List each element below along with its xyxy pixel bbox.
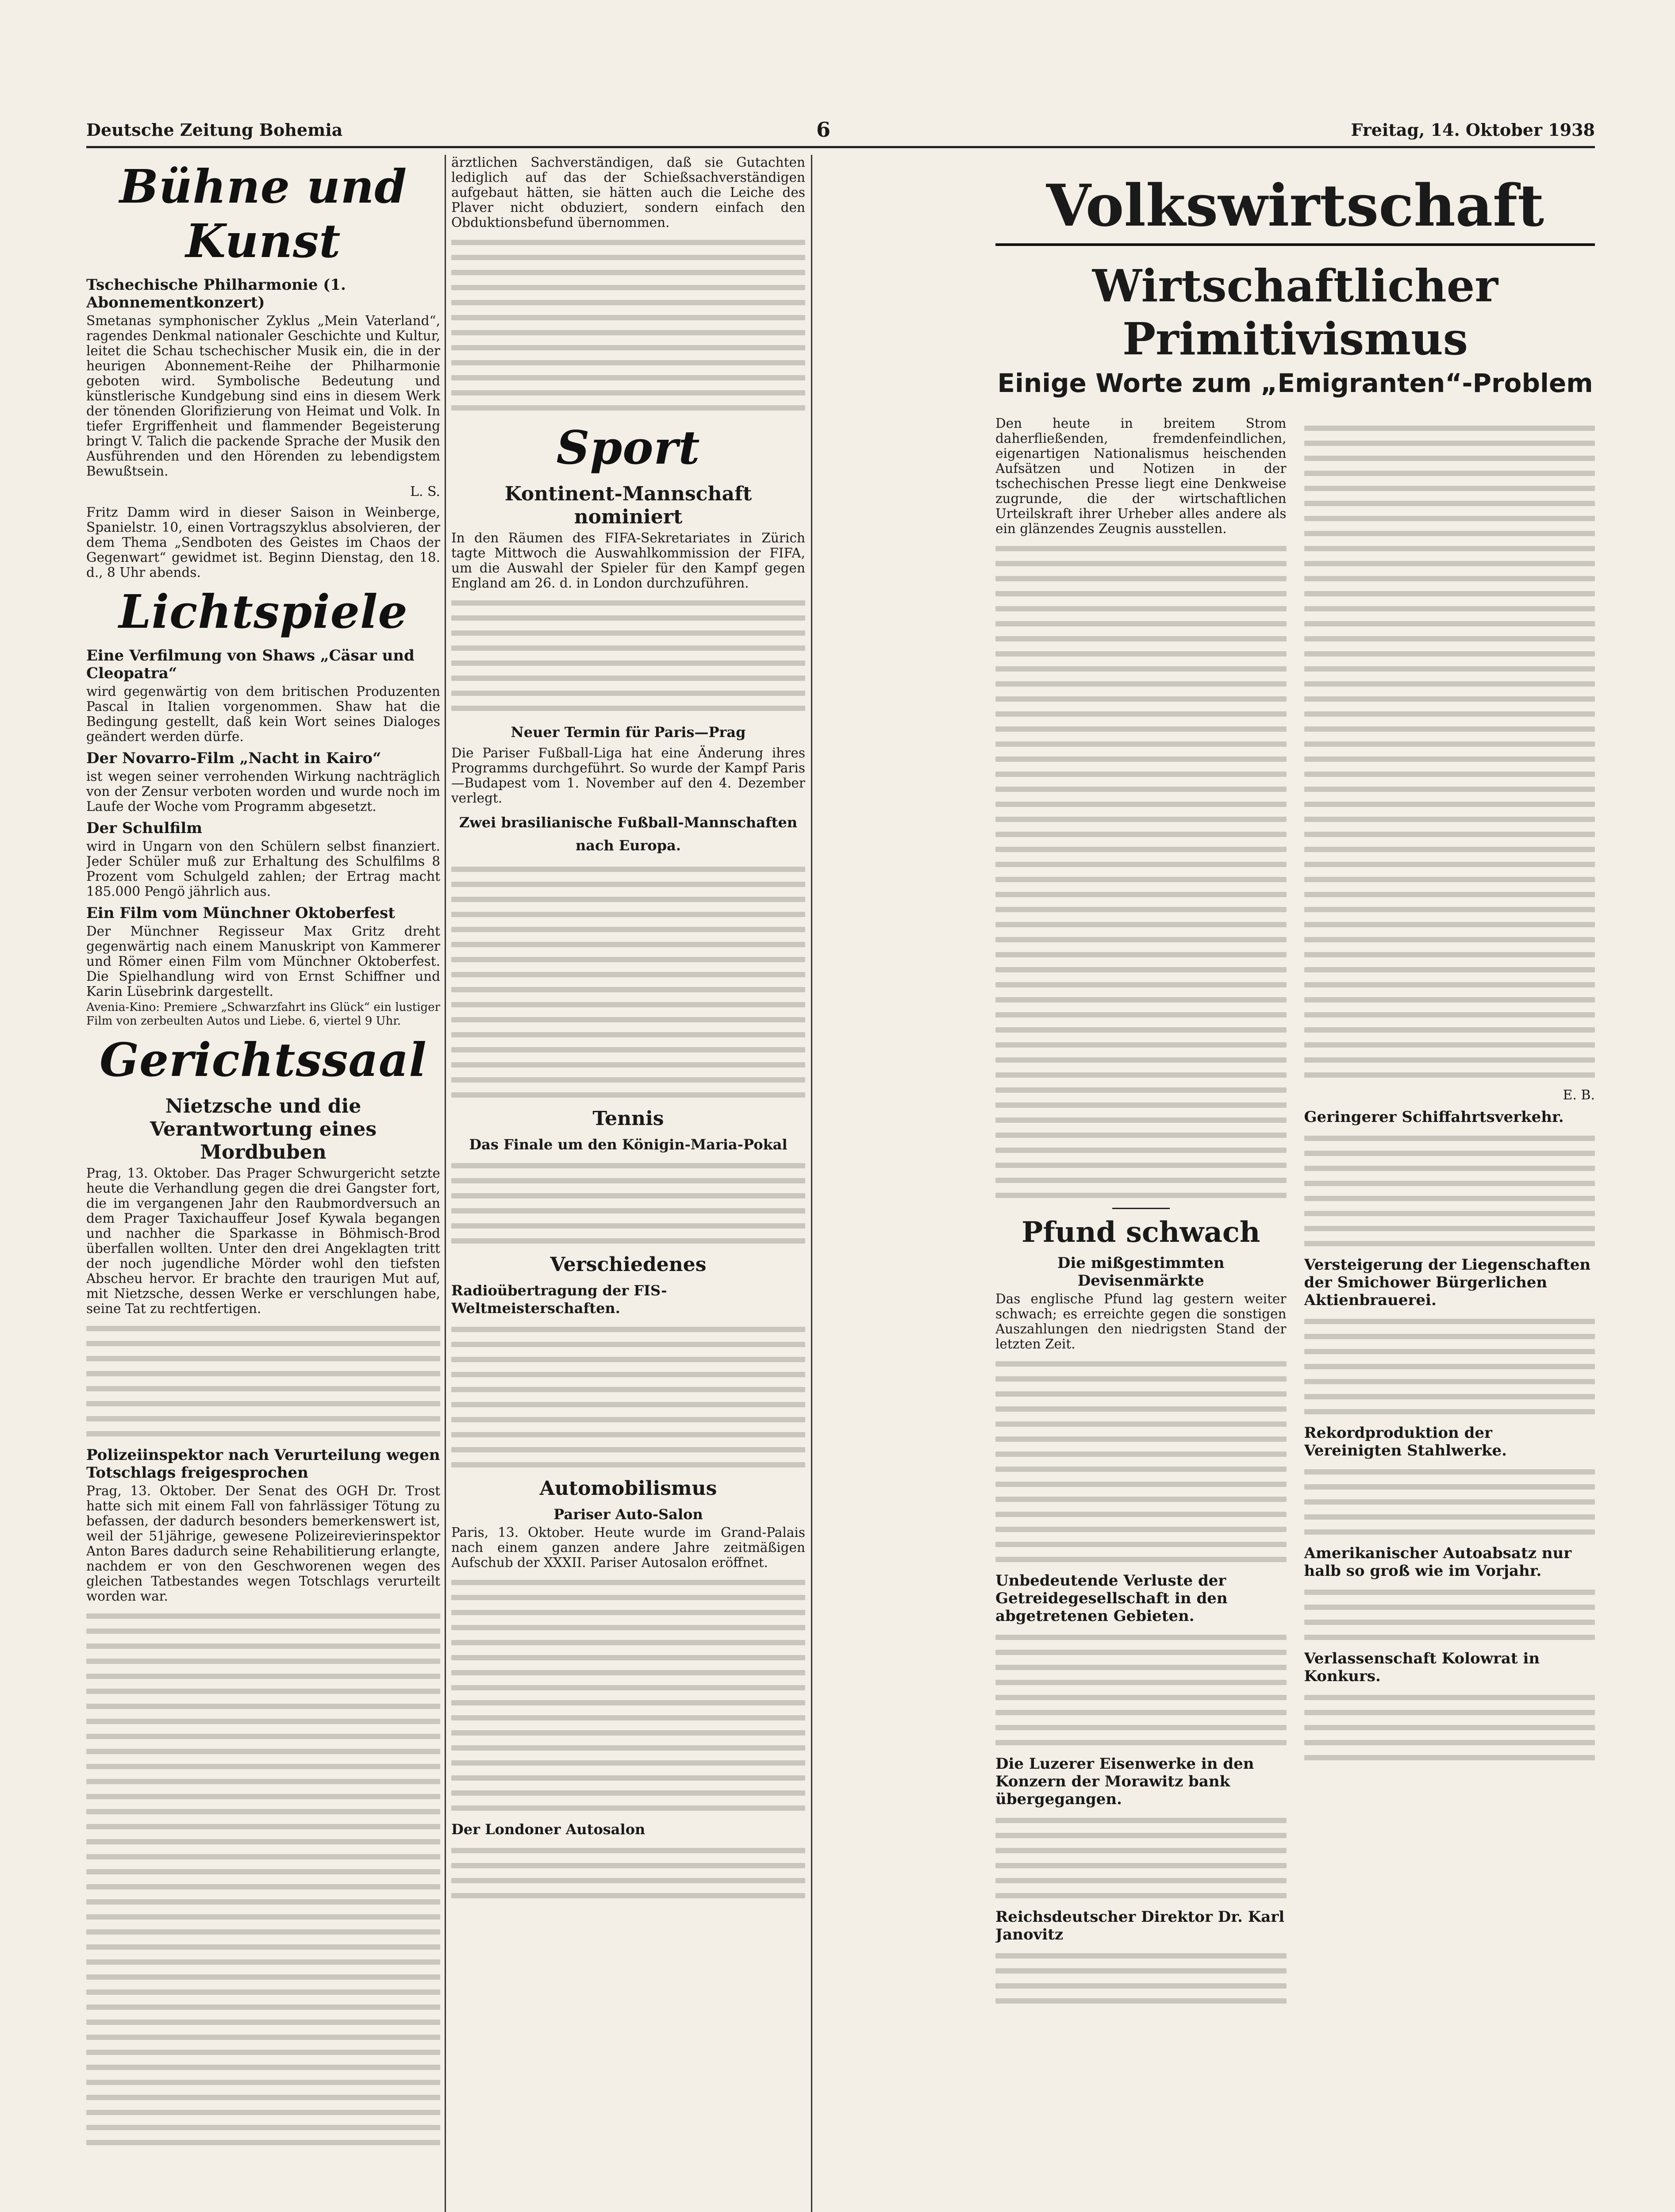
continued-text (451, 1163, 805, 1244)
continued-text (1304, 1136, 1595, 1246)
article-head: Amerikanischer Autoabsatz nur halb so groß wie im Vorjahr. (1304, 1544, 1572, 1580)
continued-text (995, 546, 1287, 1198)
article-text: Prag, 13. Oktober. Der Senat des OGH Dr. Trost hatte sich mit einem Fall von fahrlässiger Tötung zu befassen, der dadurch besonders bemerkenswert ist, weil der 51jährige, gewesene Polizeirevierinspektor Anton Bares dadurch seine Rehabilitierung erlangte, nachdem er von den Geschworenen wegen des gleichen Tatbestandes wegen Totschlags verurteilt worden war. (86, 1483, 440, 1604)
page-header (86, 111, 1595, 148)
continued-text (451, 867, 805, 1098)
article-head: Tschechische Philharmonie (1. Abonnementkonzert) (86, 276, 346, 311)
article-head: Der Londoner Autosalon (451, 1821, 645, 1838)
section-title-tennis: Tennis (592, 1107, 664, 1130)
article-head: Pariser Auto-Salon (553, 1506, 703, 1523)
section-title-automobilismus: Automobilismus (539, 1477, 717, 1500)
article-text: Der Münchner Regisseur Max Gritz dreht gegenwärtig nach einem Manuskript von Kammerer und Römer einen Film vom Münchner Oktoberfest. Die Spielhandlung wird von Ernst Schiffner und Karin Lüsebrink dargestellt. (86, 924, 440, 999)
article-head: Die Luzerer Eisenwerke in den Konzern der Morawitz bank übergegangen. (995, 1755, 1254, 1808)
article-text: wird in Ungarn von den Schülern selbst finanziert. Jeder Schüler muß zur Erhaltung des Schulfilms 8 Prozent vom Schulgeld zahlen; der Ertrag macht 185.000 Pengö jährlich aus. (86, 839, 440, 899)
article-signature: E. B. (1563, 1087, 1595, 1103)
title-rule (995, 243, 1595, 246)
article-signature: L. S. (410, 484, 440, 499)
article-head: Polizeiinspektor nach Verurteilung wegen Totschlags freigesprochen (86, 1446, 440, 1482)
continued-text (1304, 1590, 1595, 1640)
continued-text (995, 1361, 1287, 1562)
article-head: Der Novarro-Film „Nacht in Kairo“ (86, 749, 381, 767)
article-separator (1112, 1208, 1170, 1209)
article-head: Geringerer Schiffahrtsverkehr. (1304, 1108, 1564, 1126)
continued-text (451, 600, 805, 711)
article-text: ärztlichen Sachverständigen, daß sie Gutachten lediglich auf das der Schießsachverständigen aufgebaut hätten, sie hätten auch die Leiche des Plaver nicht obduziert, sondern einfach den Obduktionsbefund übernommen. (451, 155, 805, 230)
column-sport (451, 155, 805, 2212)
article-head: Ein Film vom Münchner Oktoberfest (86, 904, 395, 922)
article-text: Paris, 13. Oktober. Heute wurde im Grand-Palais nach einem ganzen andere Jahre zeitmäßigen Aufschub der XXXII. Pariser Autosalon eröffnet. (451, 1525, 805, 1570)
section-title-lichtspiele: Lichtspiele (119, 584, 408, 639)
article-head: Kontinent-Mannschaft nominiert (504, 483, 752, 528)
article-head: Reichsdeutscher Direktor Dr. Karl Janovitz (995, 1908, 1285, 1943)
article-head: Zwei brasilianische Fußball-Mannschaften nach Europa. (459, 814, 798, 854)
article-column-left (995, 416, 1287, 2013)
article-head: Unbedeutende Verluste der Getreidegesellschaft in den abgetretenen Gebieten. (995, 1572, 1228, 1625)
continued-text (86, 1326, 440, 1436)
section-title-volkswirtschaft: Volkswirtschaft (1046, 172, 1544, 239)
article-text: Prag, 13. Oktober. Das Prager Schwurgericht setzte heute die Verhandlung gegen die drei Gangster fort, die im vergangenen Jahr den Raubmordversuch an dem Prager Taxichauffeur Josef Kywala begangen und nachher die Sparkasse in Böhmisch-Brod überfallen wollten. Unter den drei Angeklagten tritt der noch jugendliche Mörder wohl den tiefsten Abscheu hervor. Er brachte den traurigen Mut auf, mit Nietzsche, dessen Werke er verschlungen habe, seine Tat zu rechtfertigen. (86, 1166, 440, 1316)
article-head: Der Schulfilm (86, 819, 203, 837)
article-head: Radioübertragung der FIS-Weltmeisterschaften. (451, 1282, 667, 1317)
continued-text (995, 1953, 1287, 2004)
section-title-verschiedenes: Verschiedenes (550, 1253, 707, 1276)
continued-text (451, 1580, 805, 1811)
article-title: Wirtschaftlicher Primitivismus (1092, 260, 1498, 365)
continued-text (1304, 1319, 1595, 1414)
article-head: Eine Verfilmung von Shaws „Cäsar und Cleopatra“ (86, 647, 415, 682)
continued-text (995, 1635, 1287, 1745)
article-head: Rekordproduktion der Vereinigten Stahlwerke. (1304, 1424, 1507, 1459)
article-head: Versteigerung der Liegenschaften der Smichower Bürgerlichen Aktienbrauerei. (1304, 1256, 1591, 1309)
article-head: Das Finale um den Königin-Maria-Pokal (469, 1136, 788, 1153)
continued-text (451, 1848, 805, 1898)
article-head: Verlassenschaft Kolowrat in Konkurs. (1304, 1650, 1540, 1685)
section-title-buehne: Bühne und Kunst (119, 159, 407, 268)
article-head: Pfund schwach (1022, 1216, 1260, 1249)
article-text: wird gegenwärtig von dem britischen Produzenten Pascal in Italien vorgenommen. Shaw hat die Bedingung gestellt, daß kein Wort seines Dialoges geändert werden dürfe. (86, 684, 440, 744)
article-text: Fritz Damm wird in dieser Saison in Weinberge, Spanielstr. 10, einen Vortragszyklus absolvieren, der dem Thema „Sendboten des Geistes im Chaos der Gegenwart“ gewidmet ist. Beginn Dienstag, den 18. d., 8 Uhr abends. (86, 505, 440, 580)
article-text: Smetanas symphonischer Zyklus „Mein Vaterland“, ragendes Denkmal nationaler Geschichte und Kultur, leitet die Schau tschechischer Musik ein, die in der heurigen Abonnement-Reihe der Philharmonie geboten wird. Symbolische Bedeutung und künstlerische Kundgebung sind eins in diesem Werk der tönenden Glorifizierung von Heimat und Volk. In tiefer Ergriffenheit und flammender Begeisterung bringt V. Talich die packende Sprache der Musik den Ausführenden und den Hörenden zu lebendigstem Bewußtsein. (86, 313, 440, 479)
continued-text (1304, 426, 1595, 1078)
article-text: Das englische Pfund lag gestern weiter schwach; es erreichte gegen die sonstigen Auszahlungen den niedrigsten Stand der letzten Zeit. (995, 1291, 1287, 1352)
cinema-notice: Avenia-Kino: Premiere „Schwarzfahrt ins Glück“ ein lustiger Film von zerbeulten Autos und Liebe. 6, viertel 9 Uhr. (86, 1001, 440, 1028)
article-subhead: Die mißgestimmten Devisenmärkte (1057, 1254, 1225, 1290)
article-text: Die Pariser Fußball-Liga hat eine Änderung ihres Programms durchgeführt. So wurde der Kampf Paris—Budapest vom 1. November auf den 4. Dezember verlegt. (451, 745, 805, 806)
continued-text (451, 240, 805, 411)
column-rule (811, 155, 812, 2212)
article-text: ist wegen seiner verrohenden Wirkung nachträglich von der Zensur verboten worden und wurde noch im Laufe der Woche vom Programm abgesetzt. (86, 769, 440, 814)
section-title-gerichtssaal: Gerichtssaal (100, 1033, 427, 1087)
article-head: Neuer Termin für Paris—Prag (511, 724, 746, 741)
continued-text (1304, 1695, 1595, 1760)
article-subtitle: Einige Worte zum „Emigranten“-Problem (997, 368, 1593, 398)
article-text: In den Räumen des FIFA-Sekretariates in Zürich tagte Mittwoch die Auswahlkommission der FIFA, um die Auswahl der Spieler für den Kampf gegen England am 26. d. in London durchzuführen. (451, 530, 805, 591)
continued-text (86, 1613, 440, 2145)
article-column-right (1304, 416, 1595, 2013)
article-head: Nietzsche und die Verantwortung eines Mordbuben (150, 1095, 377, 1164)
column-culture (86, 155, 440, 2212)
newspaper-name: Deutsche Zeitung Bohemia (86, 120, 343, 140)
column-volkswirtschaft (995, 155, 1595, 2212)
article-body-columns (995, 416, 1595, 2013)
page-number: 6 (816, 118, 831, 142)
continued-text (1304, 1469, 1595, 1535)
section-title-sport: Sport (556, 420, 700, 475)
continued-text (995, 1818, 1287, 1898)
article-text: Den heute in breitem Strom daherfließenden, fremdenfeindlichen, eigenartigen Nationalismus heischenden Aufsätzen und Notizen in der tschechischen Presse liegt eine Denkweise zugrunde, die der wirtschaftlichen Urteilskraft ihrer Urheber alles andere als ein glänzendes Zeugnis ausstellen. (995, 416, 1287, 536)
continued-text (451, 1327, 805, 1467)
column-rule (445, 155, 446, 2212)
issue-date: Freitag, 14. Oktober 1938 (1351, 120, 1595, 140)
